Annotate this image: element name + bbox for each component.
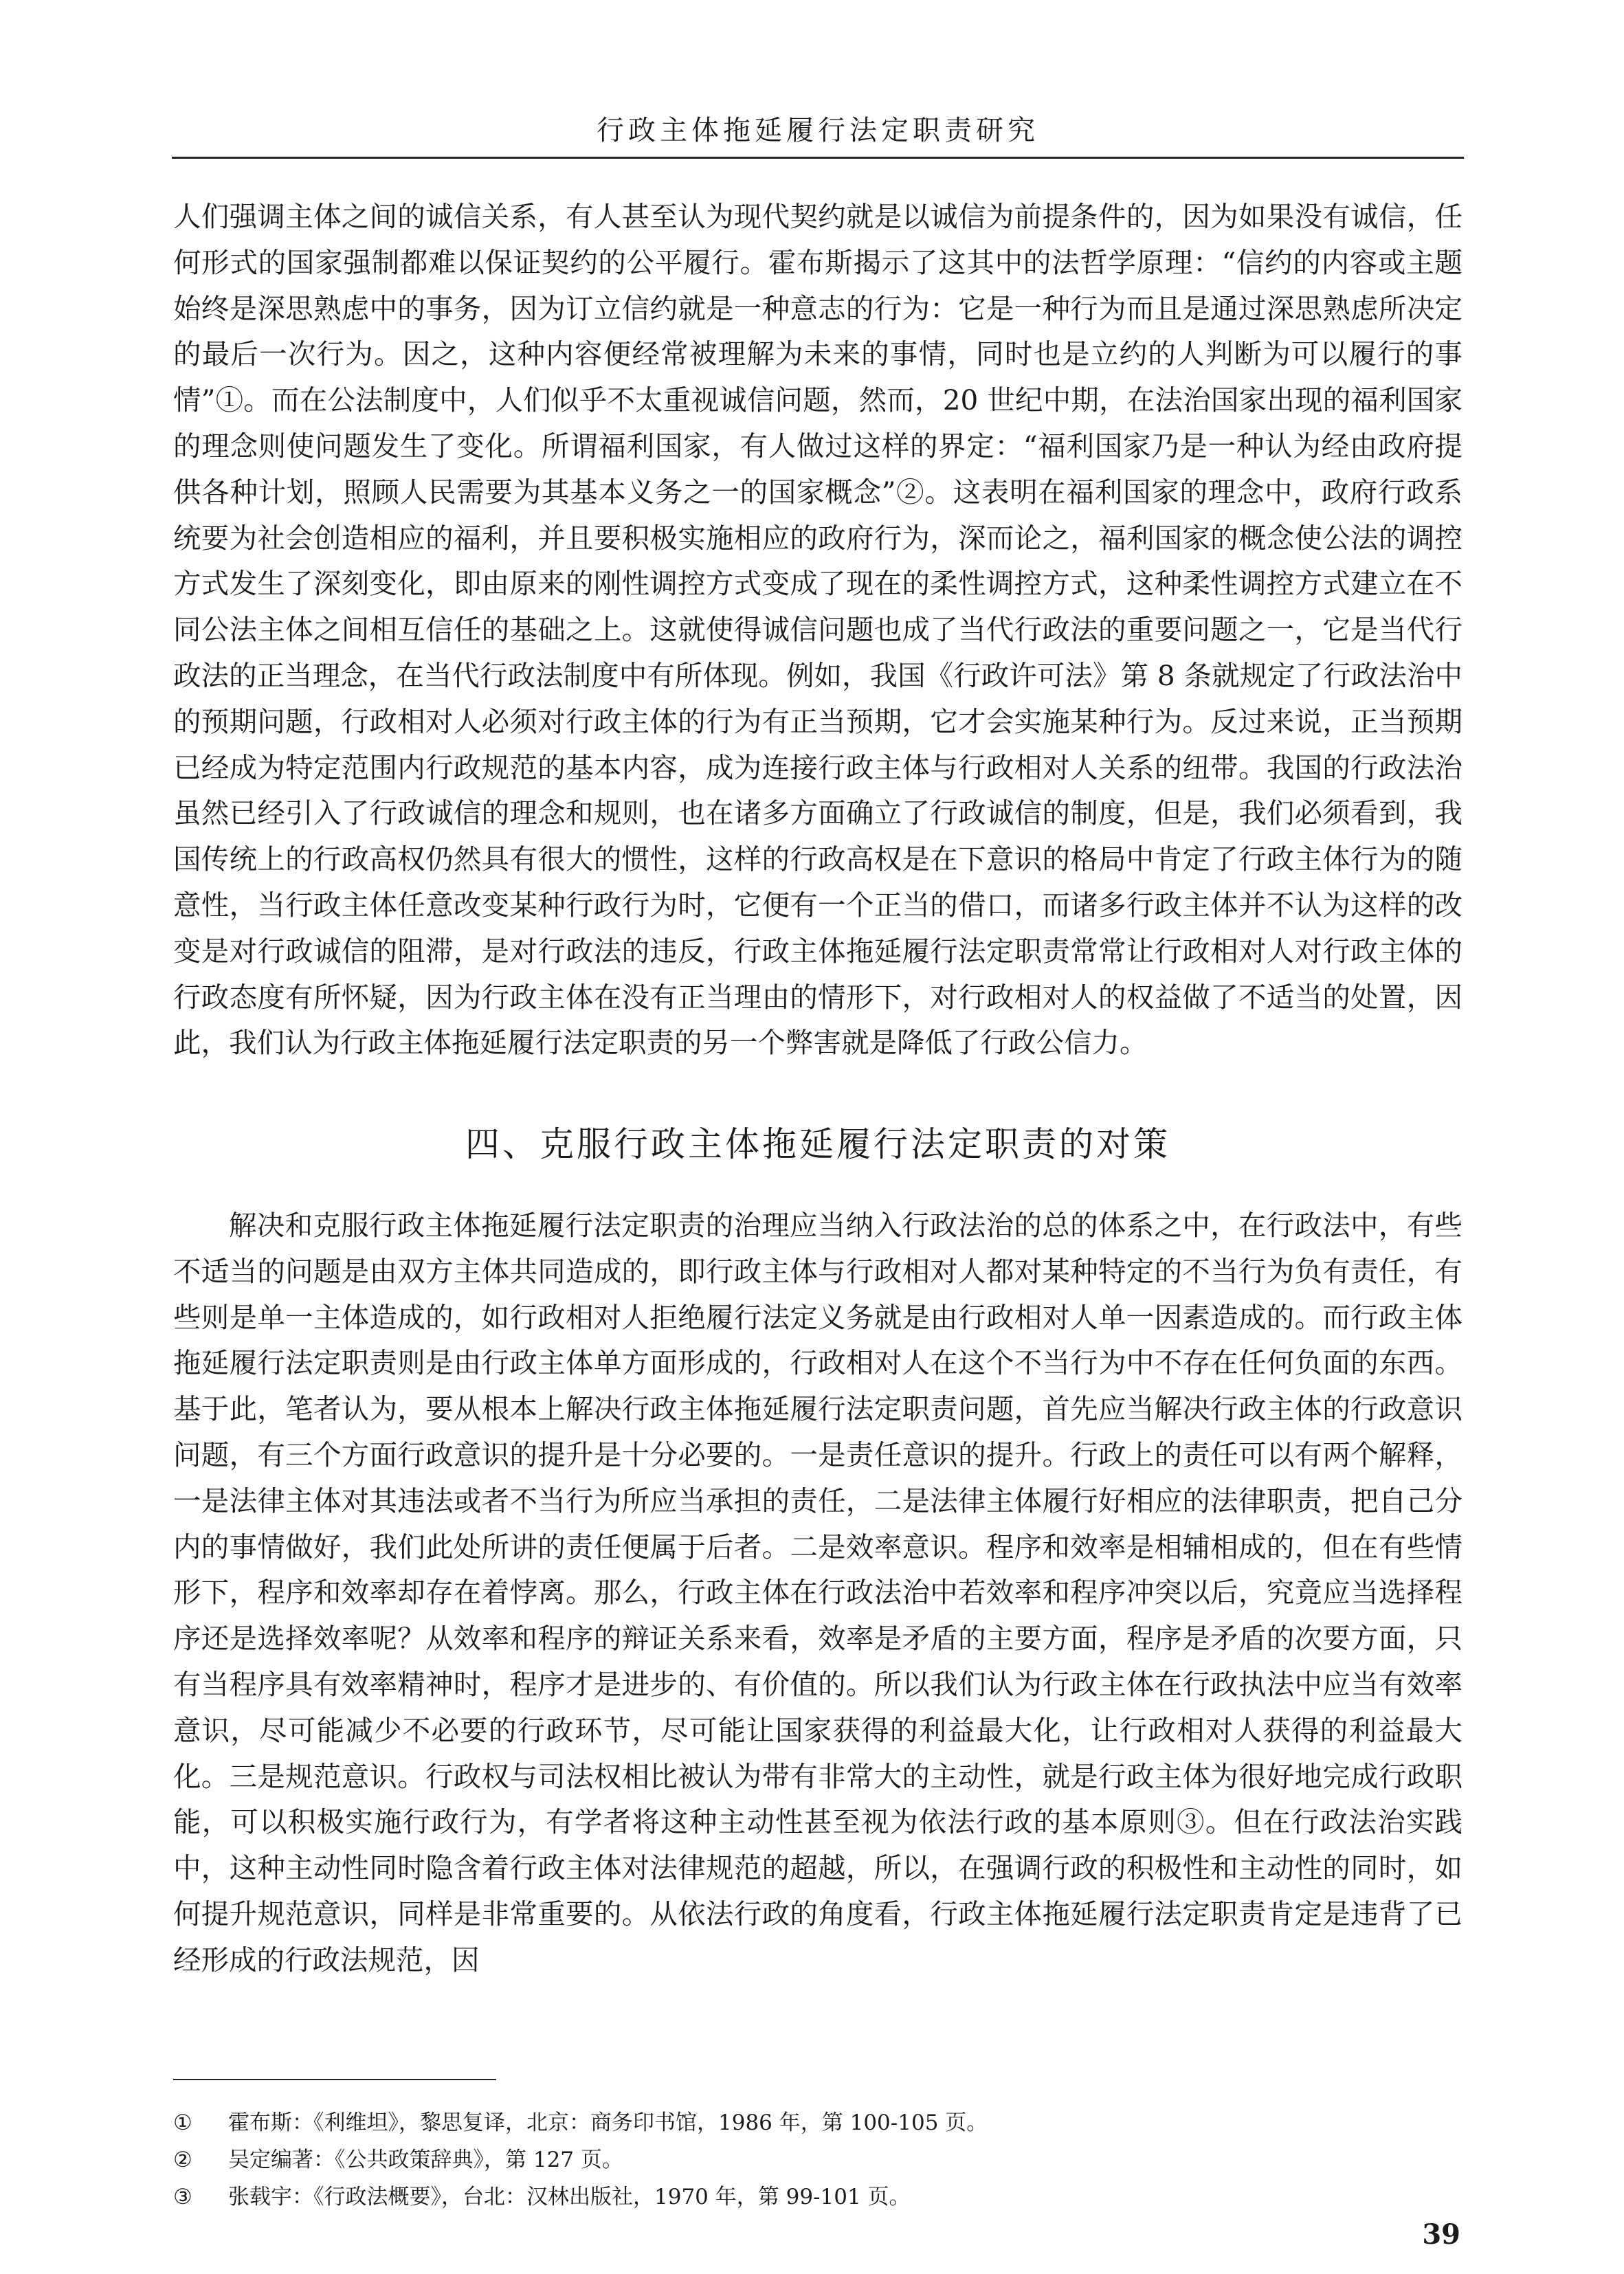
- footnote-2: [173, 2141, 1462, 2178]
- footnote-mark: ③: [173, 2185, 192, 2209]
- footnote-mark: ②: [173, 2148, 192, 2172]
- footnote-rule: [173, 2079, 496, 2080]
- footnote-3: [173, 2178, 1462, 2216]
- footnote-mark: ①: [173, 2110, 192, 2135]
- footnote-1: [173, 2104, 1462, 2141]
- running-head: 行政主体拖延履行法定职责研究: [597, 115, 1039, 146]
- footnote-text: 吴定编著：《公共政策辞典》，第 127 页。: [228, 2148, 623, 2172]
- header-rule: [172, 157, 1464, 159]
- footnotes: [173, 2104, 1462, 2216]
- section-heading: 四、克服行政主体拖延履行法定职责的对策: [465, 1124, 1170, 1164]
- body-paragraph-1: 人们强调主体之间的诚信关系，有人甚至认为现代契约就是以诚信为前提条件的，因为如果没有诚信，任何形式的国家强制都难以保证契约的公平履行。霍布斯揭示了这其中的法哲学原理：“信约的内容或主题始终是深思熟虑中的事务，因为订立信约就是一种意志的行为：它是一种行为而且是通过深思熟虑所决定的最后一次行为。因之，这种内容便经常被理解为未来的事情，同时也是立约的人判断为可以履行的事情”①。而在公法制度中，人们似乎不太重视诚信问题，然而，20 世纪中期，在法治国家出现的福利国家的理念则使问题发生了变化。所谓福利国家，有人做过这样的界定：“福利国家乃是一种认为经由政府提供各种计划，照顾人民需要为其基本义务之一的国家概念”②。这表明在福利国家的理念中，政府行政系统要为社会创造相应的福利，并且要积极实施相应的政府行为，深而论之，福利国家的概念使公法的调控方式发生了深刻变化，即由原来的刚性调控方式变成了现在的柔性调控方式，这种柔性调控方式建立在不同公法主体之间相互信任的基础之上。这就使得诚信问题也成了当代行政法的重要问题之一，它是当代行政法的正当理念，在当代行政法制度中有所体现。例如，我国《行政许可法》第 8 条就规定了行政法治中的预期问题，行政相对人必须对行政主体的行为有正当预期，它才会实施某种行为。反过来说，正当预期已经成为特定范围内行政规范的基本内容，成为连接行政主体与行政相对人关系的纽带。我国的行政法治虽然已经引入了行政诚信的理念和规则，也在诸多方面确立了行政诚信的制度，但是，我们必须看到，我国传统上的行政高权仍然具有很大的惯性，这样的行政高权是在下意识的格局中肯定了行政主体行为的随意性，当行政主体任意改变某种行政行为时，它便有一个正当的借口，而诸多行政主体并不认为这样的改变是对行政诚信的阻滞，是对行政法的违反，行政主体拖延履行法定职责常常让行政相对人对行政主体的行政态度有所怀疑，因为行政主体在没有正当理由的情形下，对行政相对人的权益做了不适当的处置，因此，我们认为行政主体拖延履行法定职责的另一个弊害就是降低了行政公信力。: [173, 200, 1462, 1060]
- page-number: 39: [1422, 2218, 1460, 2251]
- footnote-text: 张载宇：《行政法概要》，台北：汉林出版社，1970 年，第 99-101 页。: [228, 2185, 911, 2209]
- footnote-text: 霍布斯：《利维坦》，黎思复译，北京：商务印书馆，1986 年，第 100-105 页。: [228, 2110, 988, 2135]
- body-paragraph-2: 解决和克服行政主体拖延履行法定职责的治理应当纳入行政法治的总的体系之中，在行政法中，有些不适当的问题是由双方主体共同造成的，即行政主体与行政相对人都对某种特定的不当行为负有责任，有些则是单一主体造成的，如行政相对人拒绝履行法定义务就是由行政相对人单一因素造成的。而行政主体拖延履行法定职责则是由行政主体单方面形成的，行政相对人在这个不当行为中不存在任何负面的东西。基于此，笔者认为，要从根本上解决行政主体拖延履行法定职责问题，首先应当解决行政主体的行政意识问题，有三个方面行政意识的提升是十分必要的。一是责任意识的提升。行政上的责任可以有两个解释，一是法律主体对其违法或者不当行为所应当承担的责任，二是法律主体履行好相应的法律职责，把自己分内的事情做好，我们此处所讲的责任便属于后者。二是效率意识。程序和效率是相辅相成的，但在有些情形下，程序和效率却存在着悖离。那么，行政主体在行政法治中若效率和程序冲突以后，究竟应当选择程序还是选择效率呢？从效率和程序的辩证关系来看，效率是矛盾的主要方面，程序是矛盾的次要方面，只有当程序具有效率精神时，程序才是进步的、有价值的。所以我们认为行政主体在行政执法中应当有效率意识，尽可能减少不必要的行政环节，尽可能让国家获得的利益最大化，让行政相对人获得的利益最大化。三是规范意识。行政权与司法权相比被认为带有非常大的主动性，就是行政主体为很好地完成行政职能，可以积极实施行政行为，有学者将这种主动性甚至视为依法行政的基本原则③。但在行政法治实践中，这种主动性同时隐含着行政主体对法律规范的超越，所以，在强调行政的积极性和主动性的同时，如何提升规范意识，同样是非常重要的。从依法行政的角度看，行政主体拖延履行法定职责肯定是违背了已经形成的行政法规范，因: [173, 1209, 1462, 1976]
